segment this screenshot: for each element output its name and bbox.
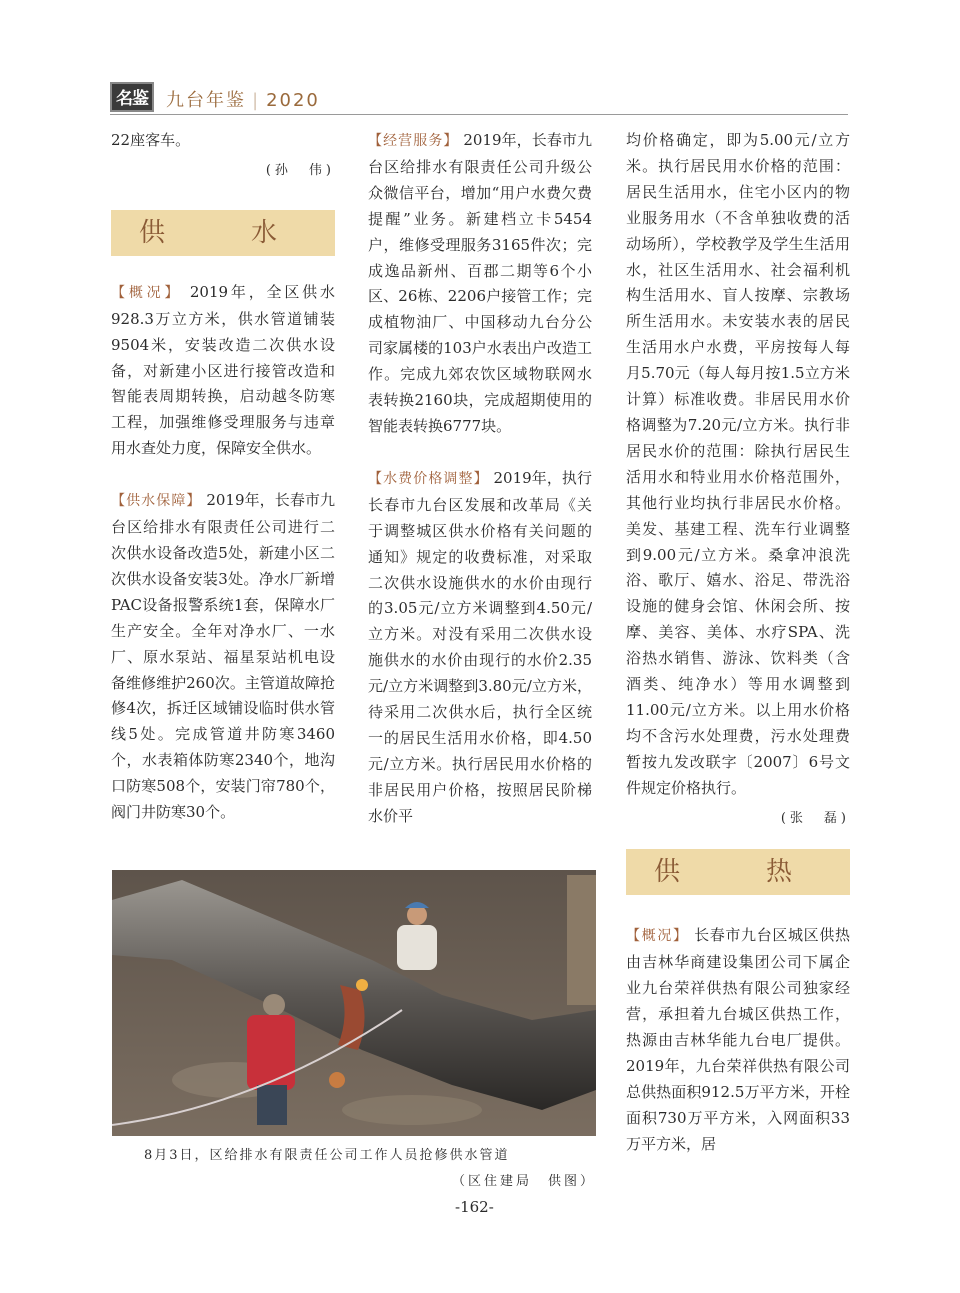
paragraph-tag: 【概况】 — [626, 928, 689, 945]
excavator-bucket — [567, 875, 596, 1005]
paragraph-tag: 【供水保障】 — [111, 493, 202, 510]
paragraph-heating-overview — [626, 923, 850, 1157]
paragraph-body: 2019年，长春市九台区给排水有限责任公司进行二次供水设备改造5处，新建小区二次供水设备安装3处。净水厂新增PAC设备报警系统1套，保障水厂生产安全。全年对净水厂、一水厂、原水泵站、福星泵站机电设备维修维护260次。主管道故障抢修4次，拆迁区域铺设临时供水管线5处。完成管道井防寒3460个，水表箱体防寒2340个，地沟口防寒508个，安装门帘780个，阀门井防寒30个。 — [111, 491, 335, 822]
continuation-text: 22座客车。 — [111, 131, 191, 149]
continuation-text: 均价格确定，即为5.00元/立方米。执行居民用水价格的范围：居民生活用水，住宅小区内的物业服务用水（不含单独收费的活动场所），学校教学及学生生活用水，社区生活用水、社会福利机构生活用水、盲人按摩、宗教场所生活用水。未安装水表的居民生活用水户水费，平房按每人每月5.70元（每人每月按1.5立方米计算）标准收费。非居民用水价格调整为7.20元/立方米。执行非居民水价的范围：除执行居民生活用水和特业用水价格范围外，其他行业均执行非居民水价格。美发、基建工程、洗车行业调整到9.00元/立方米。桑拿冲浪洗浴、歌厅、嬉水、浴足、带洗浴设施的健身会馆、休闲会所、按摩、美容、美体、水疗SPA、洗浴热水销售、游泳、饮料类（含酒类、纯净水）等用水调整到11.00元/立方米。以上用水价格均不含污水处理费，污水处理费暂按九发改联字〔2007〕6号文件规定价格执行。 — [626, 131, 850, 797]
paragraph-overview — [111, 280, 335, 462]
header-divider — [110, 114, 848, 115]
welding-spark — [329, 1072, 345, 1088]
welding-spark — [356, 979, 368, 991]
column-2 — [368, 128, 592, 830]
paragraph-body: 2019年，长春市九台区给排水有限责任公司升级公众微信平台，增加“用户水费欠费提醒”业务。新建档立卡5454户，维修受理服务3165件次；完成逸品新州、百郡二期等6个小区、26栋、2206户接管工作；完成植物油厂、中国移动九台分公司家属楼的103户水表出户改造工作。完成九郊农饮区域物联网水表转换2160块，完成超期使用的智能表转换6777块。 — [368, 131, 592, 435]
section-heading-water-supply: 供 水 — [111, 210, 335, 256]
yearbook-title: 九台年鉴 — [166, 90, 246, 111]
paragraph-price-adjustment — [368, 466, 592, 830]
puddle — [342, 1095, 482, 1125]
pipe-repair-photo — [112, 870, 596, 1136]
author-credit: (张 磊) — [780, 810, 850, 826]
paragraph-supply-guarantee — [111, 488, 335, 826]
paragraph-body: 2019年，全区供水928.3万立方米，供水管道铺装9504米，安装改造二次供水设备，对新建小区进行接管改造和智能表周期转换，启动越冬防寒工程，加强维修受理服务与违章用水查处力度，保障安全供水。 — [111, 282, 335, 458]
photo-credit: （区住建局 供图） — [452, 1174, 597, 1189]
column-1 — [111, 128, 335, 826]
page-number: -162- — [455, 1198, 494, 1216]
paragraph-tag: 【水费价格调整】 — [368, 470, 489, 487]
paragraph-business-service — [368, 128, 592, 440]
paragraph-body: 长春市九台区城区供热由吉林华商建设集团公司下属企业九台荣祥供热有限公司独家经营，承担着九台城区供热工作，热源由吉林华能九台电厂提供。2019年，九台荣祥供热有限公司总供热面积912.5万平方米，开栓面积730万平方米，入网面积33万平方米，居 — [626, 926, 850, 1153]
column-3 — [626, 128, 850, 1158]
photo-illustration — [112, 870, 596, 1136]
header-separator: | — [252, 90, 261, 111]
header-title — [166, 86, 320, 112]
yearbook-year: 2020 — [266, 90, 320, 111]
page-header — [110, 80, 848, 116]
photo-caption: 8月3日，区给排水有限责任公司工作人员抢修供水管道 — [144, 1148, 510, 1163]
yearbook-logo: 名鉴 — [110, 82, 154, 112]
paragraph-tag: 【经营服务】 — [368, 133, 459, 149]
section-heading-heating: 供 热 — [626, 849, 850, 895]
paragraph-body: 2019年，执行长春市九台区发展和改革局《关于调整城区供水价格有关问题的通知》规定的收费标准，对采取二次供水设施供水的水价由现行的3.05元/立方米调整到4.50元/立方米。对没有采用二次供水设施供水的水价由现行的水价2.35元/立方米调整到3.80元/立方米，待采用二次供水后，执行全区统一的居民生活用水价格，即4.50元/立方米。执行居民用水价格的非居民用户价格，按照居民阶梯水价平 — [368, 468, 593, 825]
paragraph-tag: 【概况】 — [111, 284, 183, 301]
author-credit: (孙 伟) — [265, 162, 335, 178]
